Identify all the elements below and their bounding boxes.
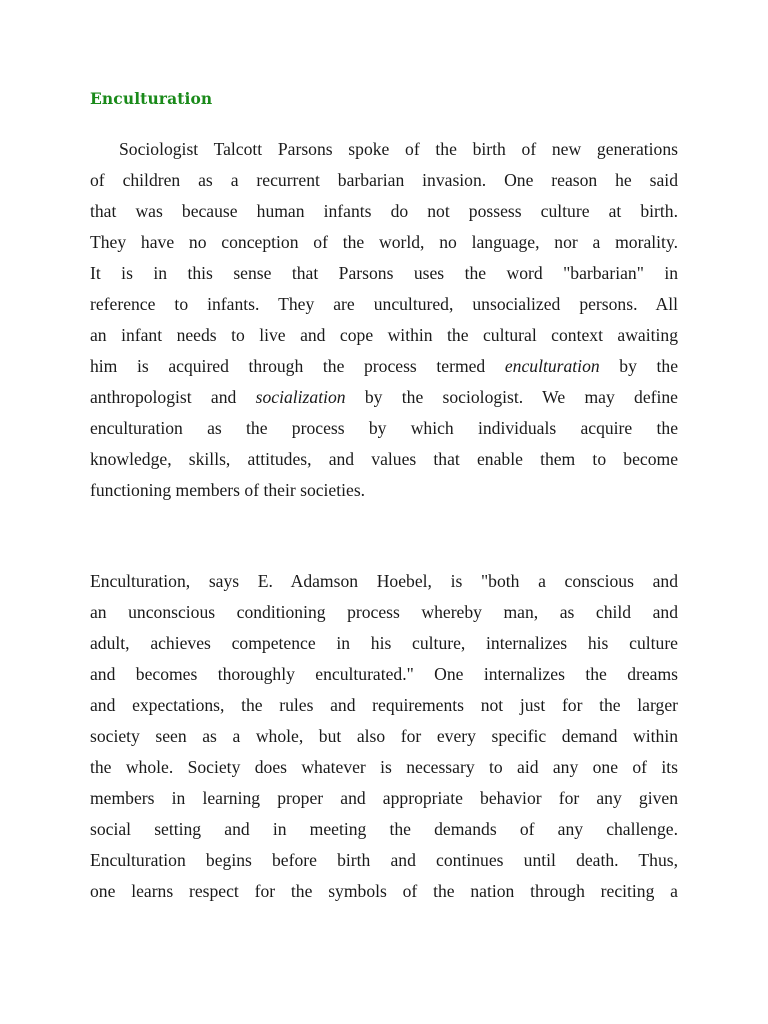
text-run: him is acquired through the process termed	[90, 356, 505, 376]
text-line: Sociologist Talcott Parsons spoke of the birth of new generations	[119, 139, 678, 159]
section-heading: Enculturation	[90, 89, 213, 108]
text-line: social setting and in meeting the demands of any challenge.	[90, 819, 678, 839]
text-line: Enculturation, says E. Adamson Hoebel, is "both a conscious and	[90, 571, 678, 591]
text-line: Enculturation begins before birth and continues until death. Thus,	[90, 850, 678, 870]
text-line: members in learning proper and appropriate behavior for any given	[90, 788, 678, 808]
text-run: anthropologist and	[90, 387, 256, 407]
text-run: by the	[599, 356, 679, 376]
text-line: one learns respect for the symbols of the nation through reciting a	[90, 881, 678, 901]
emphasized-term: enculturation	[504, 356, 600, 376]
text-line: an infant needs to live and cope within the cultural context awaiting	[90, 325, 678, 345]
text-line: functioning members of their societies.	[90, 480, 366, 500]
text-line	[90, 382, 678, 413]
text-line: of children as a recurrent barbarian invasion. One reason he said	[90, 170, 678, 190]
emphasized-term: socialization	[255, 387, 346, 407]
text-line: It is in this sense that Parsons uses the word "barbarian" in	[90, 263, 678, 283]
text-line: the whole. Society does whatever is necessary to aid any one of its	[90, 757, 678, 777]
text-line: They have no conception of the world, no language, nor a morality.	[90, 232, 678, 252]
text-line: reference to infants. They are uncultured, unsocialized persons. All	[90, 294, 678, 314]
text-line: and expectations, the rules and requirements not just for the larger	[90, 695, 678, 715]
text-line: knowledge, skills, attitudes, and values that enable them to become	[90, 449, 678, 469]
paragraph-2	[90, 566, 678, 907]
text-line: enculturation as the process by which individuals acquire the	[90, 418, 678, 438]
text-line: that was because human infants do not possess culture at birth.	[90, 201, 678, 221]
text-run: by the sociologist. We may define	[345, 387, 678, 407]
text-line: society seen as a whole, but also for every specific demand within	[90, 726, 678, 746]
paragraph-1	[90, 134, 678, 506]
text-line: an unconscious conditioning process whereby man, as child and	[90, 602, 678, 622]
text-line	[90, 351, 678, 382]
text-line: and becomes thoroughly enculturated." One internalizes the dreams	[90, 664, 678, 684]
text-line: adult, achieves competence in his culture, internalizes his culture	[90, 633, 678, 653]
